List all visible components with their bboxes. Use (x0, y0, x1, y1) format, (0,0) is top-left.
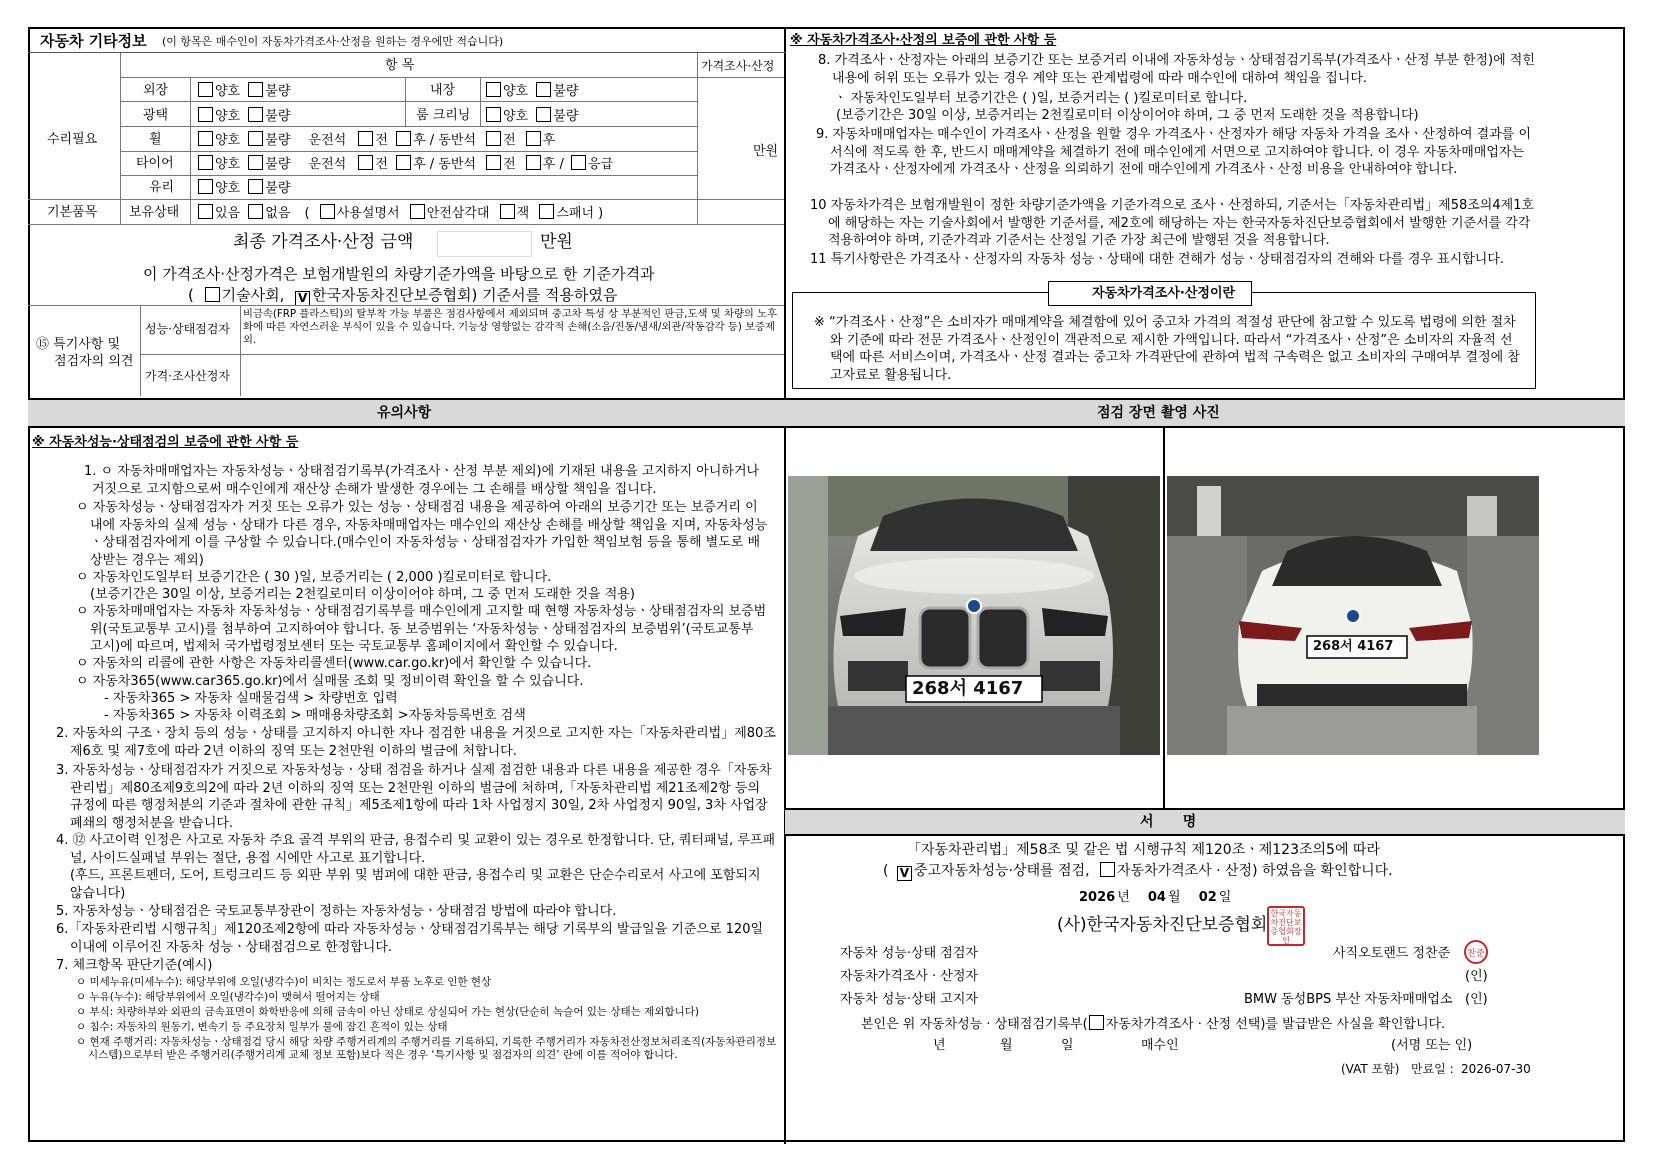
tire-good-checkbox[interactable] (198, 155, 213, 170)
good-label: 양호 (215, 181, 241, 196)
signature-line-1: 「자동차관리법」제58조 및 같은 법 시행규칙 제120조ㆍ제123조의5에 따라 (907, 842, 1380, 858)
bad-label: 불량 (265, 181, 291, 196)
notes-bar-title: 유의사항 (377, 405, 432, 421)
divider (120, 126, 697, 127)
signature-bar-title: 서 명 (1140, 814, 1197, 830)
wheel-driver-rear-checkbox[interactable] (396, 131, 411, 146)
gloss-options (198, 107, 290, 123)
blank-month: 월 (1000, 1038, 1013, 1053)
association-seal: 한국자동차진단보증협회장인 (1267, 906, 1305, 946)
item-8-sub2: (보증기간은 30일 이상, 보증거리는 2천킬로미터 이상이어야 하며, 그 중 먼저 도래한 것을 적용합니다) (836, 108, 1419, 123)
rear-car-photo (1167, 476, 1539, 755)
kaaa-label: 한국자동차진단보증협회) 기준서를 적용하였음 (312, 286, 618, 304)
tire-driver-rear-checkbox[interactable] (396, 155, 411, 170)
room-clean-good-checkbox[interactable] (486, 107, 501, 122)
divider (120, 175, 697, 176)
confirm-pre-text: 본인은 위 자동차성능 · 상태점검기록부( (861, 1017, 1088, 1032)
appraiser-sign-label: 자동차가격조사 · 산정자 (840, 969, 978, 984)
performance-check-label: 중고자동차성능·상태를 점검, (913, 863, 1090, 879)
expiry-date: 2026-07-30 (1461, 1062, 1531, 1076)
note-6: 6.「자동차관리법 시행규칙」제120조제2항에 따라 자동차성능ㆍ상태점검기록부는 해당 기록부의 발급일을 기준으로 120일 이내에 이루어진 자동차 성능ㆍ상태점검으로 한정합니다. (56, 922, 764, 955)
divider (28, 224, 784, 225)
paren-label: ( (188, 286, 194, 304)
notifier-sign-label: 자동차 성능·상태 고지자 (840, 992, 978, 1007)
note-7b: ㅇ 누유(누수): 해당부위에서 오일(냉각수)이 맺혀서 떨어지는 상태 (76, 991, 380, 1003)
inspector-personal-seal: 찬준 (1464, 940, 1488, 964)
exterior-good-checkbox[interactable] (198, 82, 213, 97)
divider (120, 101, 697, 102)
good-label: 양호 (215, 109, 241, 124)
receipt-confirm (861, 1015, 1445, 1031)
glass-good-checkbox[interactable] (198, 179, 213, 194)
sign-year: 2026 (1079, 890, 1116, 905)
wheel-good-checkbox[interactable] (198, 131, 213, 146)
manual-checkbox[interactable] (320, 204, 335, 219)
item-8-sub1: ㆍ 자동차인도일부터 보증기간은 ( )일, 보증거리는 ( )킬로미터로 합니다. (834, 91, 1248, 106)
other-info-title: 자동차 기타정보 (40, 32, 147, 50)
tech-society-label: 기술사회, (221, 286, 285, 304)
gloss-good-checkbox[interactable] (198, 107, 213, 122)
gloss-label: 광택 (143, 108, 169, 123)
wheel-label: 휠 (149, 132, 162, 147)
price-definition-title: 자동차가격조사·산정이란 (1092, 286, 1236, 301)
note-1c: ㅇ 자동차인도일부터 보증기간은 ( 30 )일, 보증거리는 ( 2,000 )킬로미터로 합니다. (76, 570, 552, 585)
divider (120, 151, 697, 152)
paren-label: ( (304, 206, 310, 221)
manual-label: 사용설명서 (336, 206, 400, 221)
good-label: 양호 (215, 84, 241, 99)
wheel-passenger-front-checkbox[interactable] (486, 131, 501, 146)
center-divider (784, 27, 786, 1144)
kaaa-checkbox[interactable]: V (295, 291, 310, 306)
divider (140, 354, 784, 355)
photo-divider (1163, 428, 1165, 808)
price-check-label: 자동차가격조사 · 산정) 하였음을 확인합니다. (1117, 863, 1393, 879)
emergency-label: 응급 (588, 157, 614, 172)
price-definition-text: ※ “가격조사ㆍ산정”은 소비자가 매매계약을 체결함에 있어 중고차 가격의 적절성 판단에 참고할 수 있도록 법령에 의한 절차와 기준에 따라 전문 가격조사ㆍ산정인이 객관적으로 제시한 가액입니다. 따라서 “가격조사ㆍ산정”은 소비자의 자율적 선택에 따른 서비스이며, 가격조사ㆍ산정 결과는 중고차 가격판단에 관하여 법적 구속력은 없고 소비자의 구매여부 결정에 참고자료로 활용됩니다. (814, 315, 1520, 383)
price-warranty-heading: ※ 자동차가격조사·산정의 보증에 관한 사항 등 (790, 33, 1057, 48)
possession-label: 보유상태 (129, 205, 180, 220)
item-9: 9. 자동차매매업자는 매수인이 가격조사ㆍ산정을 원할 경우 가격조사ㆍ산정자가 해당 자동차 가격을 조사ㆍ산정하여 결과를 이 서식에 적도록 한 후, 반드시 매매계약을 체결하기 전에 매수인에게 서면으로 고지하여야 합니다. 이 경우 자동차매매업자는 가격조사ㆍ산정자에게 가격조사ㆍ산정을 의뢰하기 전에 매수인에게 가격조사ㆍ산정 비용을 안내하여야 합니다. (816, 127, 1532, 177)
special-notes-label: ⑮ 특기사항 및 (36, 337, 121, 352)
note-5: 5. 자동차성능ㆍ상태점검은 국토교통부장관이 정하는 자동차성능ㆍ상태점검 방법에 따라야 합니다. (56, 904, 617, 919)
glass-options (198, 179, 290, 195)
note-1d: ㅇ 자동차매매업자는 자동차 자동차성능ㆍ상태점검기록부를 매수인에게 고지할 때 현행 자동차성능ㆍ상태점검자의 보증범위(국토교통부 고시)를 첨부하여 고지하여야 합니다. 동 보증범위는 ‘자동차성능ㆍ상태점검자의 보증범위’(국토교통부 고시)에 따르며, 법제처 국가법령정보센터 또는 국토교통부 홈페이지에서 확인할 수 있습니다. (76, 604, 767, 654)
divider (240, 305, 241, 396)
divider (28, 305, 784, 306)
bad-label: 불량 (553, 84, 579, 99)
possession-options (198, 204, 603, 220)
appraiser-label: 가격·조사산정자 (145, 369, 230, 383)
note-1f: ㅇ 자동차365(www.car365.go.kr)에서 실매물 조회 및 정비이력 확인을 할 수 있습니다. (76, 674, 584, 689)
interior-label: 내장 (430, 83, 456, 98)
glass-bad-checkbox[interactable] (248, 179, 263, 194)
tire-emergency-checkbox[interactable] (571, 155, 586, 170)
room-clean-label: 룸 크리닝 (416, 108, 471, 123)
paren-label: ( (883, 863, 889, 879)
divider (140, 305, 141, 396)
front-label: 전 (503, 133, 516, 148)
bad-label: 불량 (265, 133, 291, 148)
col-item-header: 항 목 (385, 58, 415, 73)
note-1e: ㅇ 자동차의 리콜에 관한 사항은 자동차리콜센터(www.car.go.kr)에서 확인할 수 있습니다. (76, 656, 592, 671)
front-plate-number: 268서 4167 (912, 678, 1024, 699)
gloss-bad-checkbox[interactable] (248, 107, 263, 122)
tire-passenger-front-checkbox[interactable] (486, 155, 501, 170)
none-label: 없음 (265, 206, 291, 221)
bad-label: 불량 (265, 109, 291, 124)
note-1f1: - 자동차365 > 자동차 실매물검색 > 차량번호 입력 (104, 691, 398, 706)
inspector-sign-name: 사직오토랜드 정찬준 (1333, 946, 1451, 961)
divider (120, 199, 784, 200)
wheel-bad-checkbox[interactable] (248, 131, 263, 146)
tire-options (198, 155, 613, 171)
item-10: 10 자동차가격은 보험개발원이 정한 차량기준가액을 기준가격으로 조사ㆍ산정하되, 기준서는「자동차관리법」제58조의4제1호에 해당하는 자는 기술사회에서 발행한 기준서를, 제2호에 해당하는 자는 한국자동차진단보증협회에서 발행한 기준서를 각각 적용하여야 하며, 기준가격과 기준서는 산정일 기준 가장 최근에 발행된 것을 적용합니다. (810, 198, 1535, 248)
col-price-header: 가격조사·산정 (701, 59, 775, 73)
room-clean-bad-checkbox[interactable] (536, 107, 551, 122)
driver-label: 운전석 (308, 133, 347, 148)
exterior-options (198, 82, 290, 98)
good-label: 양호 (215, 133, 241, 148)
bad-label: 불량 (265, 84, 291, 99)
front-label: 전 (375, 157, 388, 172)
jack-checkbox[interactable] (500, 204, 515, 219)
good-label: 양호 (503, 84, 529, 99)
final-price-input[interactable] (437, 231, 532, 257)
vat-note: (VAT 포함) (1341, 1062, 1400, 1076)
room-clean-options (486, 107, 578, 123)
appraiser-seal-mark: (인) (1465, 969, 1488, 984)
note-1b: ㅇ 자동차성능ㆍ상태점검자가 거짓 또는 오류가 있는 성능ㆍ상태점검 내용을 제공하여 아래의 보증기간 또는 보증거리 이내에 자동차의 실제 성능ㆍ상태가 다른 경우, 자동차매매업자는 매수인의 재산상 손해를 배상할 책임을 지며, 자동차성능ㆍ상태점검자에게 이를 구상할 수 있습니다.(매수인이 자동차성능ㆍ상태점검자가 가입한 책임보험 등을 통해 별도로 배상받는 경우는 제외) (76, 500, 768, 568)
note-7: 7. 체크항목 판단기준(예시) (56, 958, 213, 973)
special-notes-label-2: 점검자의 의견 (54, 354, 134, 369)
none-checkbox[interactable] (248, 204, 263, 219)
interior-bad-checkbox[interactable] (536, 82, 551, 97)
divider (28, 199, 120, 200)
tire-bad-checkbox[interactable] (248, 155, 263, 170)
inspector-note: 비금속(FRP 플라스틱)의 탈부착 가능 부품은 점검사항에서 제외되며 중고차 특성 상 부분적인 판금,도색 및 차량의 노후화에 따른 자연스러운 부식이 있을 수 있습니다. 기능상 영향없는 감각적 손해(소음/진동/냄새/외관/작동감각 등) 보증제외. (243, 308, 777, 346)
repair-label: 수리필요 (47, 132, 98, 147)
have-checkbox[interactable] (198, 204, 213, 219)
blank-day: 일 (1061, 1038, 1074, 1053)
performance-check-checkbox[interactable]: V (897, 866, 912, 881)
year-unit: 년 (1117, 890, 1130, 905)
front-car-illustration (788, 476, 1160, 755)
basis-line-1: 이 가격조사·산정가격은 보험개발원의 차량기준가액을 바탕으로 한 기준가격과 (143, 265, 655, 283)
bad-label: 불량 (553, 109, 579, 124)
basis-line-2 (188, 287, 617, 306)
confirm-post-text: 자동차가격조사 · 산정 선택)를 발급받은 사실을 확인합니다. (1105, 1017, 1446, 1032)
note-2: 2. 자동차의 구조ㆍ장치 등의 성능ㆍ상태를 고지하지 아니한 자나 점검한 내용을 거짓으로 고지한 자는「자동차관리법」제80조제6호 및 제7호에 따라 2년 이하의 징역 또는 2천만원 이하의 벌금에 처합니다. (56, 726, 776, 759)
spanner-label: 스패너 ) (556, 206, 604, 221)
note-1f2: - 자동차365 > 자동차 이력조회 > 매매용차량조회 >자동차등록번호 검색 (104, 708, 526, 723)
inspector-sign-label: 자동차 성능·상태 점검자 (840, 946, 978, 961)
note-1c2: (보증기간은 30일 이상, 보증거리는 2천킬로미터 이상이어야 하며, 그 중 먼저 도래한 것을 적용) (90, 587, 635, 602)
rear-label: 후 / (542, 157, 564, 172)
triangle-checkbox[interactable] (410, 204, 425, 219)
signature-line-2 (883, 862, 1393, 881)
final-price-unit: 만원 (540, 232, 573, 252)
buyer-label: 매수인 (1141, 1038, 1179, 1053)
notifier-sign-name: BMW 동성BPS 부산 자동차매매업소 (1244, 992, 1453, 1007)
day-unit: 일 (1218, 890, 1232, 905)
sign-month: 04 (1147, 890, 1166, 905)
divider (405, 77, 406, 126)
note-7e: ㅇ 현재 주행거리: 자동차성능ㆍ상태점검 당시 해당 차량 주행거리계의 주행거리를 기록하되, 기록한 주행거리가 자동차전산정보처리조직(자동차관리정보시스템)으로부터 받은 주행거리(주행거리계 교체 정보 포함)보다 적은 경우 ‘특기사항 및 점검자의 의견’ 란에 이를 적어야 합니다. (76, 1036, 777, 1061)
item-8: 8. 가격조사ㆍ산정자는 아래의 보증기간 또는 보증거리 이내에 자동차성능ㆍ상태점검기록부(가격조사ㆍ산정 부분 한정)에 적힌 내용에 허위 또는 오류가 있는 경우 계약 또는 관계법령에 따라 매수인에 대하여 책임을 집니다. (818, 53, 1535, 86)
basic-items-label: 기본품목 (47, 205, 98, 220)
driver-label: 운전석 (308, 157, 347, 172)
tire-label: 타이어 (136, 156, 174, 171)
item-11: 11 특기사항란은 가격조사ㆍ산정자의 자동차 성능ㆍ상태에 대한 견해가 성능ㆍ상태점검자의 견해와 다를 경우 표시합니다. (810, 252, 1505, 267)
spanner-checkbox[interactable] (539, 204, 554, 219)
front-label: 전 (503, 157, 516, 172)
note-7d: ㅇ 침수: 자동차의 원동기, 변속기 등 주요장치 일부가 물에 잠긴 흔적이 있는 상태 (76, 1021, 448, 1033)
photos-bar-title: 점검 장면 촬영 사진 (1097, 405, 1220, 421)
rear-plate-number: 268서 4167 (1313, 639, 1394, 654)
other-info-note: (이 항목은 매수인이 자동차가격조사·산정을 원하는 경우에만 적습니다) (162, 35, 504, 48)
glass-label: 유리 (149, 180, 175, 195)
wheel-driver-front-checkbox[interactable] (358, 131, 373, 146)
wheel-passenger-rear-checkbox[interactable] (526, 131, 541, 146)
exterior-label: 외장 (143, 83, 169, 98)
expiry-label: 만료일 : (1411, 1062, 1454, 1076)
sign-day: 02 (1198, 890, 1217, 905)
interior-options (486, 82, 578, 98)
price-unit: 만원 (753, 144, 779, 159)
rear-label: 후 (542, 133, 556, 148)
interior-good-checkbox[interactable] (486, 82, 501, 97)
note-4: 4. ⑫ 사고이력 인정은 사고로 자동차 주요 골격 부위의 판금, 용접수리 및 교환이 있는 경우로 한정합니다. 단, 쿼터패널, 루프패널, 사이드실패널 부위는 절단, 용접 시에만 사고로 표기합니다. (56, 833, 776, 866)
divider (480, 77, 481, 126)
note-4b: (후드, 프론트펜더, 도어, 트렁크리드 등 외판 부위 및 범퍼에 대한 판금, 용접수리 및 교환은 단순수리로서 사고에 포함되지 않습니다) (70, 868, 761, 901)
sign-or-seal: (서명 또는 인) (1391, 1038, 1473, 1053)
front-label: 전 (375, 133, 388, 148)
good-label: 양호 (503, 109, 529, 124)
note-7a: ㅇ 미세누유(미세누수): 해당부위에 오일(냉각수)이 비치는 정도로서 부품 노후로 인한 현상 (76, 976, 492, 988)
notifier-seal-mark: (인) (1465, 992, 1488, 1007)
blank-year: 년 (933, 1038, 946, 1053)
month-unit: 월 (1167, 890, 1181, 905)
price-check-checkbox[interactable] (1100, 862, 1115, 877)
note-3: 3. 자동차성능ㆍ상태점검자가 거짓으로 자동차성능ㆍ상태 점검을 하거나 실제 점검한 내용과 다른 내용을 제공한 경우「자동차관리법」제80조제9호의2에 따라 2년 이하의 징역 또는 2천만원 이하의 벌금에 처하며,「자동차관리법 제21조제2항 등의 규정에 따른 행정처분의 기준과 절차에 관한 규칙」제5조제1항에 따라 1차 사업정지 30일, 2차 사업정지 90일, 3차 사업장 폐쇄의 행정처분을 받습니다. (56, 763, 772, 831)
note-7c: ㅇ 부식: 차량하부와 외판의 금속표면이 화학반응에 의해 금속이 아닌 상태로 상실되어 가는 현상(단순히 녹슬어 있는 상태는 제외합니다) (76, 1006, 699, 1018)
good-label: 양호 (215, 157, 241, 172)
triangle-label: 안전삼각대 (426, 206, 490, 221)
exterior-bad-checkbox[interactable] (248, 82, 263, 97)
tire-passenger-rear-checkbox[interactable] (526, 155, 541, 170)
divider (28, 52, 786, 53)
tire-driver-front-checkbox[interactable] (358, 155, 373, 170)
front-car-photo (788, 476, 1160, 755)
wheel-options (198, 131, 555, 147)
receipt-price-checkbox[interactable] (1089, 1015, 1104, 1030)
sign-date (1079, 891, 1231, 904)
inspector-label: 성능·상태점검자 (145, 322, 230, 336)
tech-society-checkbox[interactable] (205, 287, 220, 302)
jack-label: 잭 (516, 206, 530, 221)
association-name: (사)한국자동차진단보증협회 (1057, 915, 1268, 935)
have-label: 있음 (215, 206, 241, 221)
divider (120, 77, 784, 78)
signature-bar (785, 808, 1625, 836)
rear-passenger-label: 후 / 동반석 (413, 133, 476, 148)
rear-car-illustration (1167, 476, 1539, 755)
final-price-label: 최종 가격조사·산정 금액 (233, 232, 414, 252)
note-1a: 1. ㅇ 자동차매매업자는 자동차성능ㆍ상태점검기록부(가격조사ㆍ산정 부분 제외)에 기재된 내용을 고지하지 아니하거나 거짓으로 고지함으로써 매수인에게 재산상 손해가 발생한 경우에는 그 손해를 배상할 책임을 집니다. (84, 464, 760, 497)
notes-heading: ※ 자동차성능·상태점검의 보증에 관한 사항 등 (32, 435, 299, 450)
bad-label: 불량 (265, 157, 291, 172)
rear-passenger-label: 후 / 동반석 (413, 157, 476, 172)
